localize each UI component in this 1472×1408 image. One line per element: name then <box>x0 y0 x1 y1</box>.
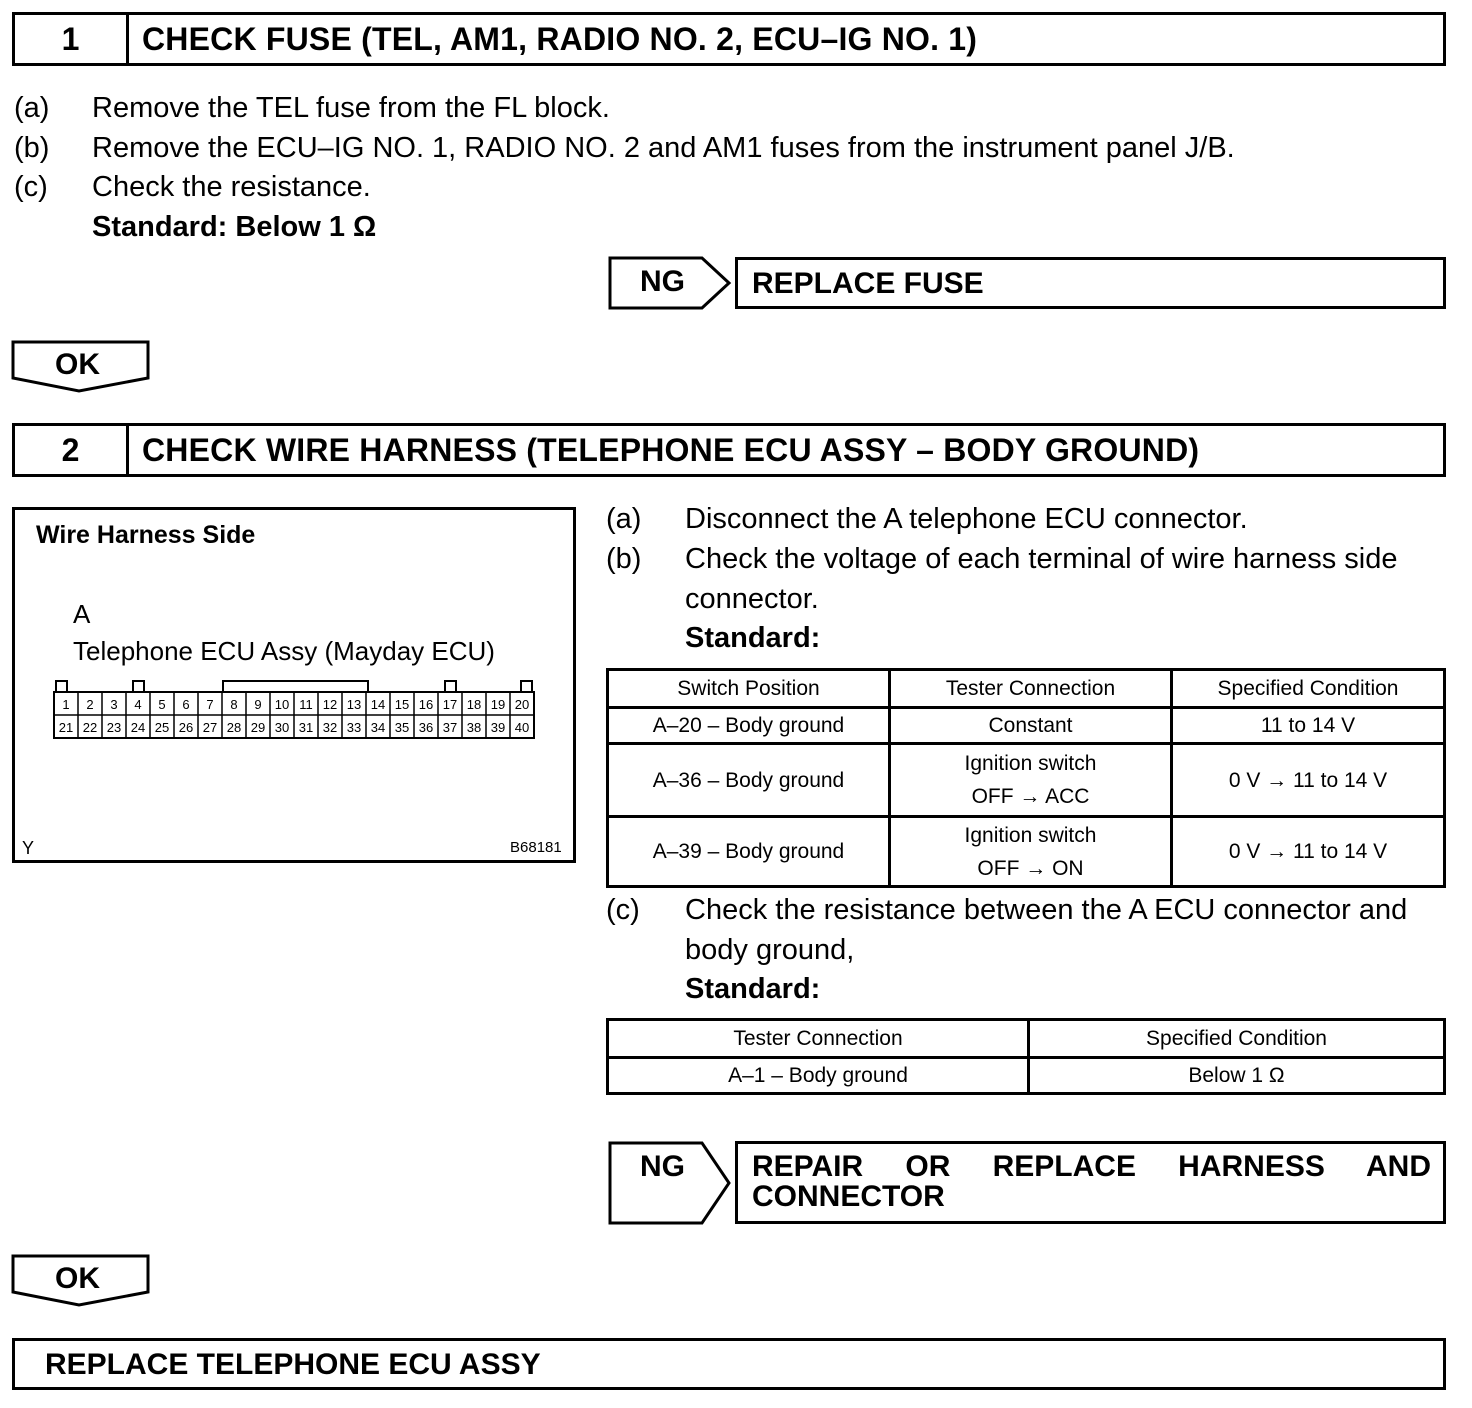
step1-number: 1 <box>15 15 129 63</box>
connector-pin-6: 6 <box>182 697 190 712</box>
step1-item-c-text: Check the resistance. <box>92 171 371 203</box>
step2-item-b-label: (b) <box>606 543 642 575</box>
connector-pin-13: 13 <box>346 697 362 712</box>
figure-corner-left: Y <box>22 838 35 858</box>
step2-item-b-text2: connector. <box>685 583 819 615</box>
step1-header <box>12 12 1446 66</box>
connector-pin-38: 38 <box>466 720 482 735</box>
connector-pin-3: 3 <box>110 697 118 712</box>
connector-pin-35: 35 <box>394 720 410 735</box>
connector-pin-7: 7 <box>206 697 214 712</box>
table1-row3-switch: A–39 – Body ground <box>608 817 890 887</box>
step2-ng-result <box>735 1141 1446 1224</box>
connector-pin-20: 20 <box>514 697 530 712</box>
table2-row1-tester: A–1 – Body ground <box>608 1058 1029 1094</box>
resistance-table <box>606 1018 1446 1095</box>
table1-row2-condition: 0 V → 11 to 14 V <box>1172 744 1445 817</box>
step2-ng-result-text: REPAIR OR REPLACE HARNESS AND CONNECTOR <box>752 1150 1431 1213</box>
connector-pin-24: 24 <box>130 720 146 735</box>
connector-pin-23: 23 <box>106 720 122 735</box>
step1-item-a-text: Remove the TEL fuse from the FL block. <box>92 92 610 124</box>
connector-pin-32: 32 <box>322 720 338 735</box>
step1-ok-label: OK <box>55 348 100 381</box>
connector-pin-26: 26 <box>178 720 194 735</box>
connector-pin-5: 5 <box>158 697 166 712</box>
connector-pin-17: 17 <box>442 697 458 712</box>
table1-row1-switch: A–20 – Body ground <box>608 708 890 744</box>
connector-pin-31: 31 <box>298 720 314 735</box>
step2-item-c-label: (c) <box>606 894 640 926</box>
connector-pin-21: 21 <box>58 720 74 735</box>
connector-pin-11: 11 <box>299 697 313 712</box>
table1-row2-switch: A–36 – Body ground <box>608 744 890 817</box>
final-action-text: REPLACE TELEPHONE ECU ASSY <box>45 1348 541 1381</box>
connector-pin-4: 4 <box>134 697 142 712</box>
table2-header-1: Tester Connection <box>608 1020 1029 1058</box>
connector-name: Telephone ECU Assy (Mayday ECU) <box>73 636 495 666</box>
step2-standard-b: Standard: <box>685 622 821 654</box>
step1-ng-result-text: REPLACE FUSE <box>752 267 984 300</box>
step2-ok-label: OK <box>55 1262 100 1295</box>
connector-pin-28: 28 <box>226 720 242 735</box>
table1-header-2: Tester Connection <box>890 670 1172 708</box>
table1-row3-tester-line2: OFF → ON <box>977 856 1084 880</box>
connector-pin-2: 2 <box>86 697 94 712</box>
connector-pin-33: 33 <box>346 720 362 735</box>
table1-header-1: Switch Position <box>608 670 890 708</box>
step2-header <box>12 423 1446 477</box>
step2-item-c-text1: Check the resistance between the A ECU connector and <box>685 894 1408 926</box>
step1-ng-result <box>735 257 1446 309</box>
step2-item-b-text1: Check the voltage of each terminal of wire harness side <box>685 543 1398 575</box>
connector-pin-1: 1 <box>62 697 70 712</box>
table1-header-3: Specified Condition <box>1172 670 1445 708</box>
connector-pin-25: 25 <box>154 720 170 735</box>
step2-number: 2 <box>15 426 129 474</box>
connector-pin-22: 22 <box>82 720 98 735</box>
connector-pin-37: 37 <box>442 720 458 735</box>
step2-ng-label: NG <box>640 1150 685 1183</box>
figure-code: B68181 <box>510 839 562 856</box>
step1-item-b-label: (b) <box>14 132 50 164</box>
step2-title: CHECK WIRE HARNESS (TELEPHONE ECU ASSY – BODY GROUND) <box>142 431 1200 468</box>
step2-item-a-text: Disconnect the A telephone ECU connector. <box>685 503 1248 535</box>
step1-standard: Standard: Below 1 Ω <box>92 211 377 243</box>
final-action <box>12 1338 1446 1390</box>
connector-pin-14: 14 <box>370 697 386 712</box>
step1-item-b-text: Remove the ECU–IG NO. 1, RADIO NO. 2 and AM1 fuses from the instrument panel J/B. <box>92 132 1235 164</box>
connector-pin-8: 8 <box>230 697 238 712</box>
connector-pin-40: 40 <box>514 720 530 735</box>
step1-title: CHECK FUSE (TEL, AM1, RADIO NO. 2, ECU–IG NO. 1) <box>142 20 978 57</box>
connector-pin-34: 34 <box>370 720 386 735</box>
step1-ng-label: NG <box>640 265 685 298</box>
connector-pin-39: 39 <box>490 720 506 735</box>
connector-pin-18: 18 <box>466 697 482 712</box>
table2-header-2: Specified Condition <box>1029 1020 1445 1058</box>
connector-pin-29: 29 <box>250 720 266 735</box>
table2-row1-condition: Below 1 Ω <box>1029 1058 1445 1094</box>
step2-standard-c: Standard: <box>685 973 821 1005</box>
step2-item-a-label: (a) <box>606 503 642 535</box>
connector-pin-9: 9 <box>254 697 262 712</box>
table1-row2-tester <box>890 744 1172 817</box>
table1-row1-condition: 11 to 14 V <box>1172 708 1445 744</box>
connector-pin-27: 27 <box>202 720 218 735</box>
table1-row3-tester-line1: Ignition switch <box>964 823 1097 847</box>
table1-row2-tester-line1: Ignition switch <box>964 752 1097 775</box>
figure-title: Wire Harness Side <box>36 521 256 549</box>
connector-pin-36: 36 <box>418 720 434 735</box>
step1-item-a-label: (a) <box>14 92 50 124</box>
table1-row3-tester <box>890 817 1172 887</box>
table1-row1-tester: Constant <box>890 708 1172 744</box>
connector-pin-16: 16 <box>418 697 434 712</box>
connector-pin-30: 30 <box>274 720 290 735</box>
table1-row3-condition: 0 V → 11 to 14 V <box>1172 817 1445 887</box>
step1-item-c-label: (c) <box>14 171 48 203</box>
connector-pin-19: 19 <box>490 697 506 712</box>
connector-letter: A <box>73 599 91 629</box>
connector-pin-10: 10 <box>274 697 290 712</box>
table1-row2-tester-line2: OFF → ACC <box>971 785 1090 808</box>
connector-pin-15: 15 <box>394 697 410 712</box>
step2-item-c-text2: body ground, <box>685 934 855 966</box>
connector-pin-12: 12 <box>322 697 338 712</box>
voltage-table <box>606 668 1446 888</box>
